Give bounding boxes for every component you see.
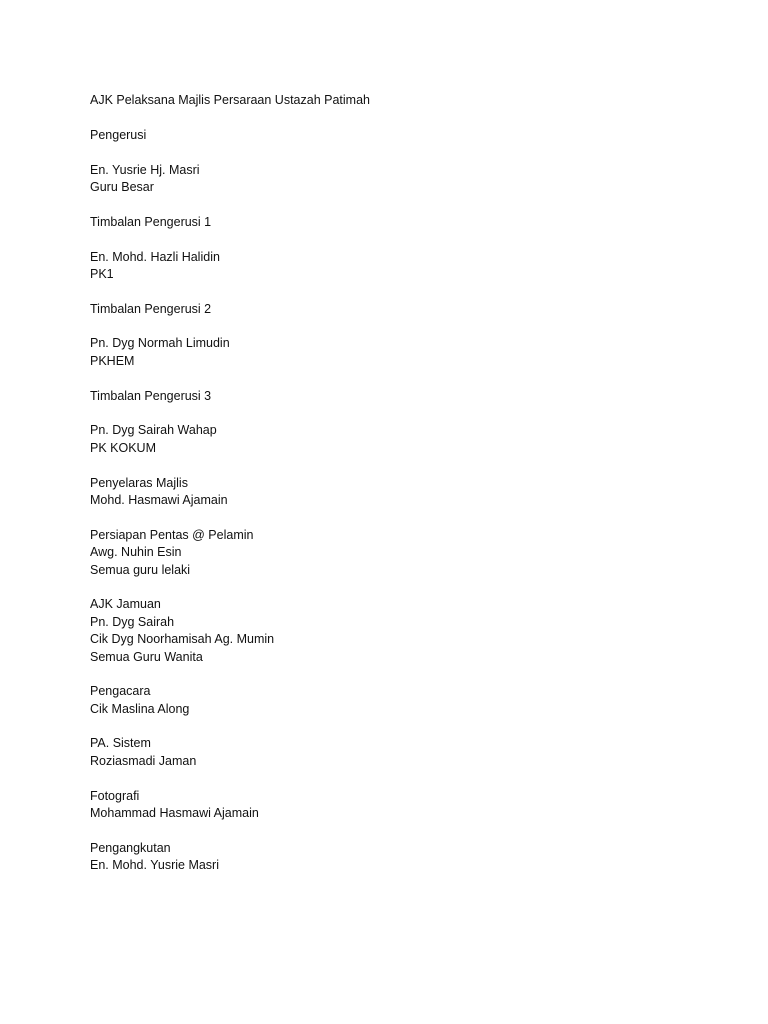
member-name: Semua guru lelaki [90, 562, 191, 577]
spacer [90, 144, 690, 161]
member-role: PKHEM [90, 353, 135, 368]
section-heading: Timbalan Pengerusi 1 [90, 214, 212, 229]
spacer [90, 822, 690, 839]
document-body [90, 92, 690, 875]
member-name: Semua Guru Wanita [90, 649, 203, 664]
section-heading: Persiapan Pentas @ Pelamin [90, 527, 254, 542]
section-heading: PA. Sistem [90, 736, 151, 751]
section-heading: Pengerusi [90, 127, 147, 142]
section-heading: Pengangkutan [90, 840, 171, 855]
section-heading: Timbalan Pengerusi 3 [90, 388, 212, 403]
member-role: PK1 [90, 266, 114, 281]
member-name: En. Mohd. Yusrie Masri [90, 858, 219, 873]
member-name: En. Yusrie Hj. Masri [90, 162, 200, 177]
section-heading: Pengacara [90, 684, 151, 699]
member-name: Pn. Dyg Normah Limudin [90, 336, 230, 351]
spacer [90, 109, 690, 126]
spacer [90, 457, 690, 474]
member-name: Mohammad Hasmawi Ajamain [90, 806, 259, 821]
spacer [90, 405, 690, 422]
document-title: AJK Pelaksana Majlis Persaraan Ustazah Patimah [90, 93, 370, 107]
member-name: Awg. Nuhin Esin [90, 545, 182, 560]
member-name: Cik Dyg Noorhamisah Ag. Mumin [90, 632, 275, 647]
section-heading: AJK Jamuan [90, 597, 161, 612]
spacer [90, 283, 690, 300]
member-name: Mohd. Hasmawi Ajamain [90, 492, 228, 507]
member-role: Guru Besar [90, 179, 154, 194]
spacer [90, 196, 690, 213]
member-role: PK KOKUM [90, 440, 156, 455]
member-name: Pn. Dyg Sairah Wahap [90, 423, 217, 438]
section-heading: Penyelaras Majlis [90, 475, 188, 490]
member-name: Pn. Dyg Sairah [90, 614, 175, 629]
spacer [90, 318, 690, 335]
section-heading: Timbalan Pengerusi 2 [90, 301, 212, 316]
spacer [90, 770, 690, 787]
spacer [90, 231, 690, 248]
member-name: En. Mohd. Hazli Halidin [90, 249, 220, 264]
section-heading: Fotografi [90, 788, 140, 803]
spacer [90, 666, 690, 683]
member-name: Roziasmadi Jaman [90, 753, 197, 768]
spacer [90, 509, 690, 526]
spacer [90, 370, 690, 387]
spacer [90, 718, 690, 735]
member-name: Cik Maslina Along [90, 701, 190, 716]
spacer [90, 579, 690, 596]
